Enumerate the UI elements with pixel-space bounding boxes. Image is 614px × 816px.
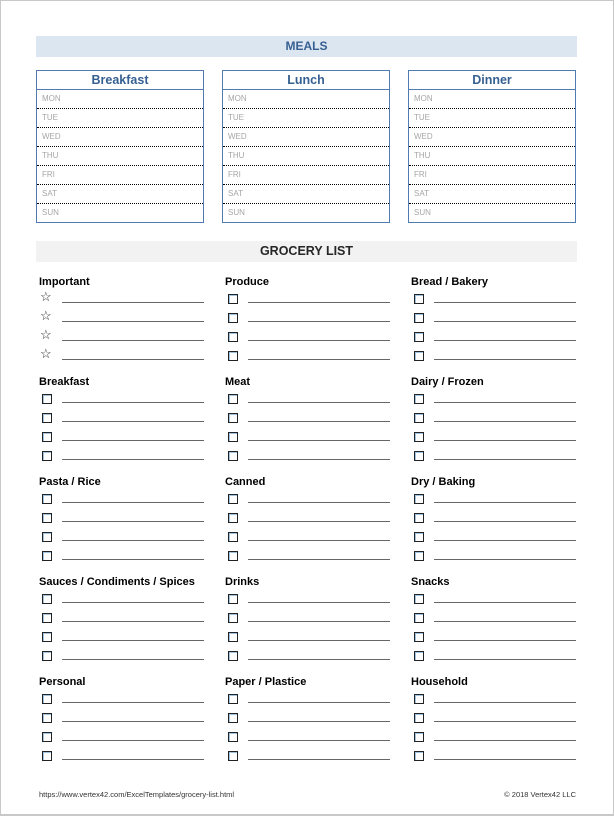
checkbox[interactable]: [414, 513, 424, 523]
checkbox[interactable]: [414, 294, 424, 304]
checkbox[interactable]: [42, 513, 52, 523]
checkbox[interactable]: [228, 594, 238, 604]
checkbox[interactable]: [42, 394, 52, 404]
list-item: [408, 647, 576, 666]
checkbox[interactable]: [228, 294, 238, 304]
list-item: [408, 428, 576, 447]
list-item: [222, 709, 390, 728]
list-item: [222, 690, 390, 709]
checkbox[interactable]: [414, 494, 424, 504]
item-entry-line[interactable]: [248, 359, 390, 360]
checkbox[interactable]: [414, 613, 424, 623]
category-breakfast: [36, 374, 204, 466]
list-item: [222, 328, 390, 347]
category-title: Personal: [39, 676, 86, 688]
meal-day-row[interactable]: MON: [37, 90, 203, 109]
checkbox[interactable]: [414, 551, 424, 561]
list-item: [222, 490, 390, 509]
list-item: [36, 409, 204, 428]
checkbox[interactable]: [42, 432, 52, 442]
item-entry-line[interactable]: [248, 540, 390, 541]
meal-day-row[interactable]: SAT: [223, 185, 389, 204]
meal-day-row[interactable]: TUE: [223, 109, 389, 128]
item-entry-line[interactable]: [248, 440, 390, 441]
item-entry-line[interactable]: [434, 521, 576, 522]
meal-day-row[interactable]: FRI: [223, 166, 389, 185]
checkbox[interactable]: [228, 694, 238, 704]
item-entry-line[interactable]: [248, 702, 390, 703]
list-item: [36, 490, 204, 509]
list-item: [36, 747, 204, 766]
item-entry-line[interactable]: [248, 459, 390, 460]
item-entry-line[interactable]: [248, 340, 390, 341]
list-item: [408, 590, 576, 609]
list-item: [408, 490, 576, 509]
meal-day-row[interactable]: SUN: [228, 208, 245, 217]
list-item: [36, 609, 204, 628]
checkbox[interactable]: [228, 713, 238, 723]
meal-day-row[interactable]: THU: [223, 147, 389, 166]
meal-day-row[interactable]: MON: [409, 90, 575, 109]
checkbox[interactable]: [42, 632, 52, 642]
category-title: Snacks: [411, 576, 450, 588]
list-item: [408, 528, 576, 547]
list-item: [36, 728, 204, 747]
meal-day-row[interactable]: THU: [409, 147, 575, 166]
category-produce: [222, 274, 390, 366]
checkbox[interactable]: [228, 351, 238, 361]
meal-box-title: Breakfast: [37, 71, 203, 90]
item-entry-line[interactable]: [434, 402, 576, 403]
meal-box-title: Lunch: [223, 71, 389, 90]
category-snacks: [408, 574, 576, 666]
checkbox[interactable]: [414, 332, 424, 342]
item-entry-line[interactable]: [434, 721, 576, 722]
checkbox[interactable]: [42, 594, 52, 604]
checkbox[interactable]: [414, 732, 424, 742]
meal-day-row[interactable]: FRI: [409, 166, 575, 185]
list-item: [408, 628, 576, 647]
category-drinks: [222, 574, 390, 666]
list-item: [408, 309, 576, 328]
item-entry-line[interactable]: [434, 602, 576, 603]
item-entry-line[interactable]: [248, 521, 390, 522]
item-entry-line[interactable]: [248, 421, 390, 422]
list-item: [36, 447, 204, 466]
item-entry-line[interactable]: [62, 402, 204, 403]
checkbox[interactable]: [228, 413, 238, 423]
category-title: Important: [39, 276, 90, 288]
meals-header: MEALS: [36, 36, 577, 57]
meal-day-row[interactable]: WED: [409, 128, 575, 147]
checkbox[interactable]: [42, 494, 52, 504]
meal-box-dinner: [408, 70, 576, 223]
item-entry-line[interactable]: [434, 759, 576, 760]
category-personal: [36, 674, 204, 766]
list-item: [222, 747, 390, 766]
category-title: Canned: [225, 476, 266, 488]
item-entry-line[interactable]: [62, 302, 204, 303]
checkbox[interactable]: [42, 732, 52, 742]
list-item: [36, 528, 204, 547]
checkbox[interactable]: [228, 451, 238, 461]
star-icon[interactable]: ☆: [40, 346, 52, 361]
item-entry-line[interactable]: [62, 702, 204, 703]
checkbox[interactable]: [414, 713, 424, 723]
grocery-list-header: GROCERY LIST: [36, 241, 577, 262]
list-item: [408, 409, 576, 428]
category-title: Produce: [225, 276, 270, 288]
item-entry-line[interactable]: [434, 659, 576, 660]
checkbox[interactable]: [42, 751, 52, 761]
list-item: [36, 647, 204, 666]
meal-day-row[interactable]: SAT: [37, 185, 203, 204]
category-title: Sauces / Condiments / Spices: [39, 576, 195, 588]
checkbox[interactable]: [414, 351, 424, 361]
item-entry-line[interactable]: [62, 521, 204, 522]
category-dry-baking: [408, 474, 576, 566]
item-entry-line[interactable]: [62, 659, 204, 660]
meal-day-row[interactable]: TUE: [37, 109, 203, 128]
category-title: Meat: [225, 376, 251, 388]
category-canned: [222, 474, 390, 566]
item-entry-line[interactable]: [62, 640, 204, 641]
list-item: [36, 690, 204, 709]
list-item: [222, 409, 390, 428]
list-item: [408, 547, 576, 566]
list-item: [222, 309, 390, 328]
list-item: [36, 390, 204, 409]
item-entry-line[interactable]: [62, 759, 204, 760]
checkbox[interactable]: [228, 651, 238, 661]
list-item: [36, 628, 204, 647]
meal-day-row[interactable]: FRI: [37, 166, 203, 185]
checkbox[interactable]: [414, 532, 424, 542]
item-entry-line[interactable]: [434, 502, 576, 503]
checkbox[interactable]: [42, 613, 52, 623]
item-entry-line[interactable]: [62, 440, 204, 441]
item-entry-line[interactable]: [62, 421, 204, 422]
category-paper-plastice: [222, 674, 390, 766]
item-entry-line[interactable]: [62, 721, 204, 722]
checkbox[interactable]: [228, 613, 238, 623]
item-entry-line[interactable]: [248, 559, 390, 560]
item-entry-line[interactable]: [434, 540, 576, 541]
checkbox[interactable]: [414, 451, 424, 461]
item-entry-line[interactable]: [248, 721, 390, 722]
item-entry-line[interactable]: [434, 440, 576, 441]
item-entry-line[interactable]: [62, 502, 204, 503]
item-entry-line[interactable]: [434, 459, 576, 460]
checkbox[interactable]: [228, 313, 238, 323]
list-item: [408, 509, 576, 528]
checkbox[interactable]: [42, 451, 52, 461]
item-entry-line[interactable]: [434, 340, 576, 341]
meal-day-row[interactable]: SAT: [409, 185, 575, 204]
category-important: [36, 274, 204, 366]
checkbox[interactable]: [228, 732, 238, 742]
category-dairy-frozen: [408, 374, 576, 466]
category-title: Dairy / Frozen: [411, 376, 484, 388]
checkbox[interactable]: [414, 594, 424, 604]
item-entry-line[interactable]: [62, 340, 204, 341]
category-bread-bakery: [408, 274, 576, 366]
checkbox[interactable]: [414, 632, 424, 642]
category-pasta-rice: [36, 474, 204, 566]
list-item: [408, 328, 576, 347]
category-title: Household: [411, 676, 468, 688]
checkbox[interactable]: [42, 413, 52, 423]
meal-day-row[interactable]: WED: [37, 128, 203, 147]
meal-day-row[interactable]: WED: [223, 128, 389, 147]
list-item: [36, 509, 204, 528]
item-entry-line[interactable]: [434, 559, 576, 560]
list-item: [408, 447, 576, 466]
item-entry-line[interactable]: [248, 321, 390, 322]
list-item: [36, 547, 204, 566]
item-entry-line[interactable]: [248, 759, 390, 760]
item-entry-line[interactable]: [248, 602, 390, 603]
meal-box-breakfast: [36, 70, 204, 223]
checkbox[interactable]: [414, 313, 424, 323]
list-item: [408, 709, 576, 728]
item-entry-line[interactable]: [62, 540, 204, 541]
item-entry-line[interactable]: [434, 302, 576, 303]
item-entry-line[interactable]: [248, 740, 390, 741]
category-meat: [222, 374, 390, 466]
list-item: [36, 290, 204, 309]
item-entry-line[interactable]: [62, 359, 204, 360]
list-item: [408, 728, 576, 747]
footer-url[interactable]: https://www.vertex42.com/ExcelTemplates/grocery-list.html: [39, 790, 235, 799]
list-item: [408, 347, 576, 366]
list-item: [222, 290, 390, 309]
item-entry-line[interactable]: [248, 402, 390, 403]
item-entry-line[interactable]: [248, 302, 390, 303]
checkbox[interactable]: [42, 694, 52, 704]
item-entry-line[interactable]: [434, 321, 576, 322]
list-item: [222, 447, 390, 466]
list-item: [408, 609, 576, 628]
checkbox[interactable]: [228, 432, 238, 442]
meal-box-title: Dinner: [409, 71, 575, 90]
footer-copyright: © 2018 Vertex42 LLC: [504, 790, 576, 799]
item-entry-line[interactable]: [248, 621, 390, 622]
list-item: [222, 390, 390, 409]
list-item: [36, 328, 204, 347]
checkbox[interactable]: [414, 394, 424, 404]
category-title: Dry / Baking: [411, 476, 476, 488]
meal-day-row[interactable]: THU: [37, 147, 203, 166]
list-item: [222, 347, 390, 366]
checkbox[interactable]: [42, 532, 52, 542]
item-entry-line[interactable]: [434, 640, 576, 641]
list-item: [222, 547, 390, 566]
checkbox[interactable]: [228, 332, 238, 342]
meal-day-row[interactable]: TUE: [409, 109, 575, 128]
checkbox[interactable]: [228, 632, 238, 642]
list-item: [408, 747, 576, 766]
category-sauces-condiments-spices: [36, 574, 204, 666]
list-item: [222, 647, 390, 666]
list-item: [36, 709, 204, 728]
star-icon[interactable]: ☆: [40, 327, 52, 342]
item-entry-line[interactable]: [434, 702, 576, 703]
checkbox[interactable]: [414, 694, 424, 704]
checkbox[interactable]: [414, 413, 424, 423]
item-entry-line[interactable]: [62, 559, 204, 560]
list-item: [222, 528, 390, 547]
list-item: [222, 428, 390, 447]
category-title: Paper / Plastice: [225, 676, 307, 688]
list-item: [222, 609, 390, 628]
category-title: Drinks: [225, 576, 260, 588]
checkbox[interactable]: [42, 551, 52, 561]
category-title: Bread / Bakery: [411, 276, 489, 288]
list-item: [222, 728, 390, 747]
checkbox[interactable]: [414, 751, 424, 761]
checkbox[interactable]: [228, 532, 238, 542]
category-title: Pasta / Rice: [39, 476, 101, 488]
checkbox[interactable]: [228, 513, 238, 523]
item-entry-line[interactable]: [248, 640, 390, 641]
item-entry-line[interactable]: [62, 740, 204, 741]
list-item: [222, 590, 390, 609]
list-item: [408, 390, 576, 409]
list-item: [408, 290, 576, 309]
list-item: [222, 509, 390, 528]
list-item: [36, 590, 204, 609]
list-item: [222, 628, 390, 647]
meal-day-row[interactable]: SUN: [414, 208, 431, 217]
star-icon[interactable]: ☆: [40, 289, 52, 304]
list-item: [408, 690, 576, 709]
list-item: [36, 347, 204, 366]
item-entry-line[interactable]: [248, 659, 390, 660]
category-household: [408, 674, 576, 766]
item-entry-line[interactable]: [62, 602, 204, 603]
checkbox[interactable]: [228, 551, 238, 561]
meal-day-row[interactable]: SUN: [42, 208, 59, 217]
list-item: [36, 428, 204, 447]
checkbox[interactable]: [414, 432, 424, 442]
item-entry-line[interactable]: [434, 621, 576, 622]
list-item: [36, 309, 204, 328]
category-title: Breakfast: [39, 376, 90, 388]
meal-day-row[interactable]: MON: [223, 90, 389, 109]
item-entry-line[interactable]: [434, 421, 576, 422]
item-entry-line[interactable]: [62, 459, 204, 460]
checkbox[interactable]: [228, 751, 238, 761]
checkbox[interactable]: [228, 494, 238, 504]
item-entry-line[interactable]: [62, 321, 204, 322]
item-entry-line[interactable]: [248, 502, 390, 503]
checkbox[interactable]: [228, 394, 238, 404]
meal-box-lunch: [222, 70, 390, 223]
checkbox[interactable]: [42, 713, 52, 723]
item-entry-line[interactable]: [62, 621, 204, 622]
item-entry-line[interactable]: [434, 359, 576, 360]
checkbox[interactable]: [42, 651, 52, 661]
star-icon[interactable]: ☆: [40, 308, 52, 323]
item-entry-line[interactable]: [434, 740, 576, 741]
checkbox[interactable]: [414, 651, 424, 661]
